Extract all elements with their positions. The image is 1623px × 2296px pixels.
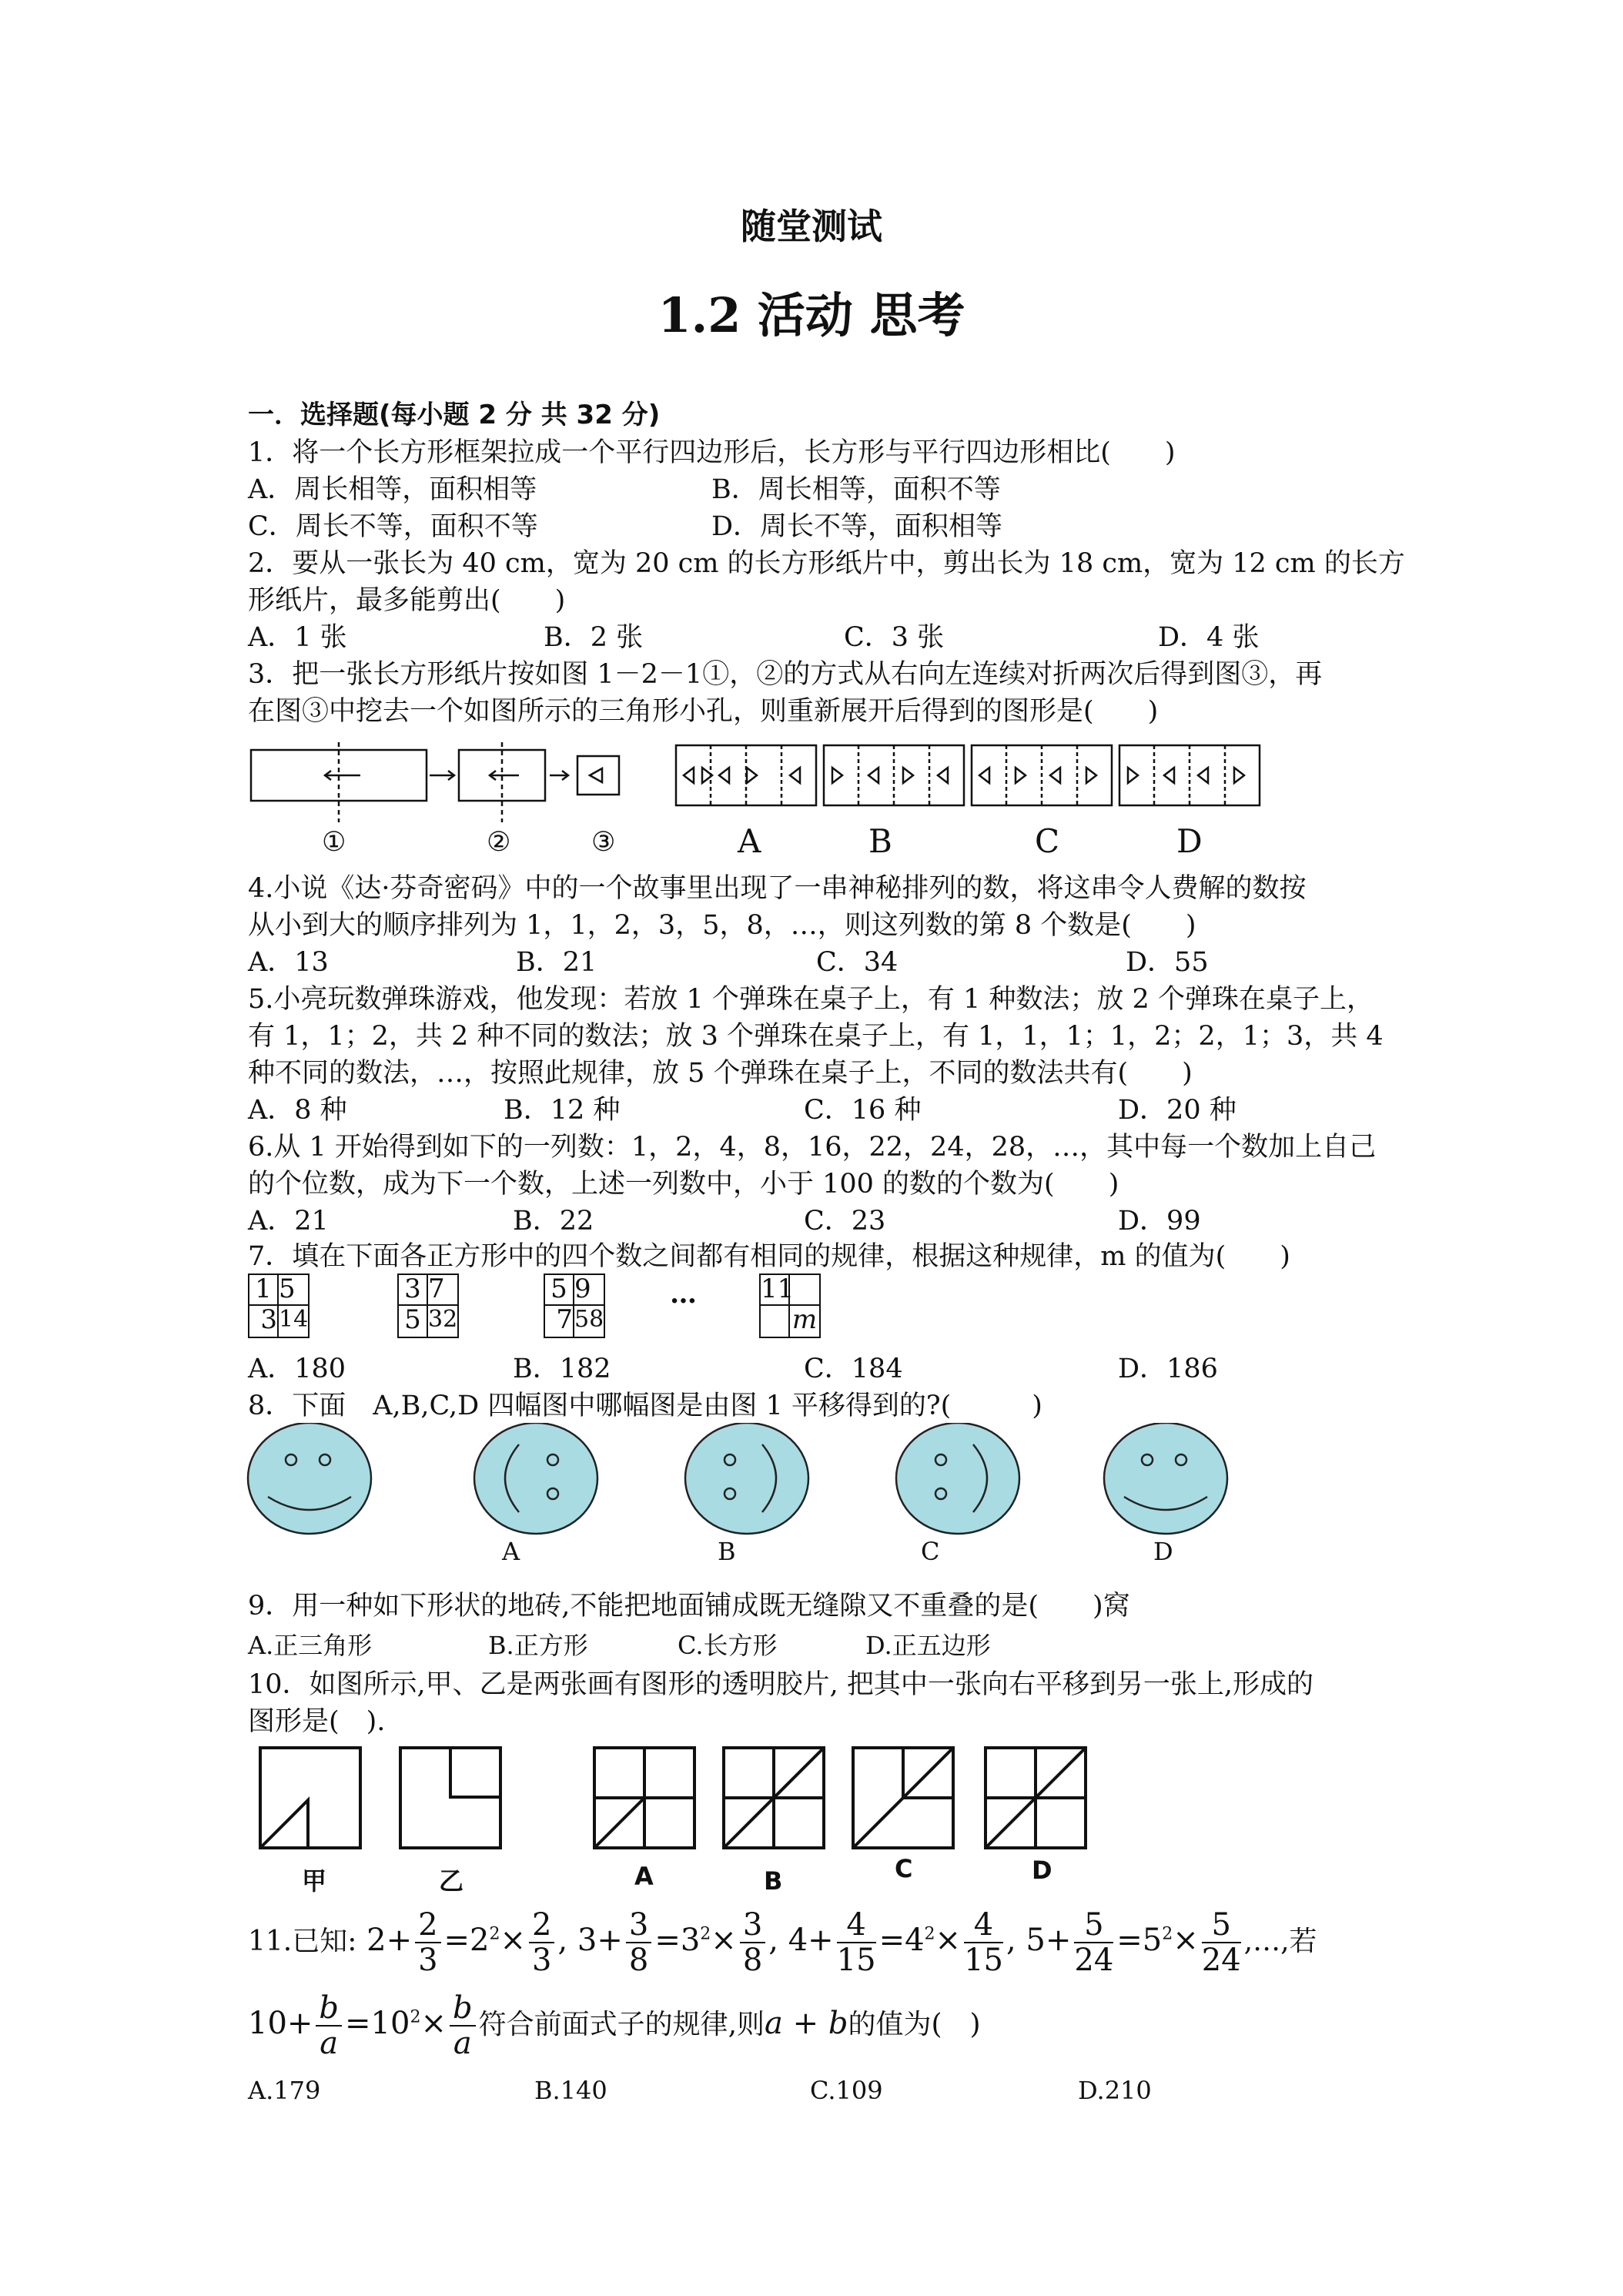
q7-cell: 32: [427, 1304, 459, 1338]
q7-ellipsis: …: [670, 1278, 697, 1310]
q7-stem: 7．填在下面各正方形中的四个数之间都有相同的规律，根据这种规律，m 的值为( ): [248, 1241, 1290, 1272]
q3-label-3: ③: [591, 827, 616, 858]
q5-stem-line1: 5.小亮玩数弹珠游戏，他发现：若放 1 个弹珠在桌子上，有 1 种数法；放 2 个弹珠在桌子上，: [248, 984, 1374, 1015]
q11-term-2: 3+ $\frac{3}{8}$ $=3^2\times$ $\frac{3}{8}$ ,: [577, 1907, 778, 1978]
q7-cell: 58: [573, 1304, 605, 1338]
q1-option-c: C．周长不等，面积不等: [248, 511, 538, 542]
q3-label-a: A: [738, 822, 761, 860]
lesson-title: 1.2 活动 思考: [658, 287, 965, 343]
q7-option-a: A．180: [248, 1354, 346, 1384]
face-c: [896, 1423, 1019, 1534]
q6-option-c: C．23: [804, 1206, 886, 1237]
q3-label-2: ②: [487, 827, 511, 858]
q11-option-d: D.210: [1078, 2076, 1152, 2105]
q10-figure: [254, 1742, 1139, 1857]
q4-option-a: A．13: [248, 947, 329, 978]
q3-label-d: D: [1176, 822, 1203, 860]
q7-cell: 7: [544, 1304, 574, 1338]
q7-cell: 3: [248, 1304, 279, 1338]
face-d: [1104, 1423, 1227, 1534]
q2-option-d: D．4 张: [1158, 622, 1260, 653]
q7-cell: 3: [397, 1274, 428, 1306]
q7-square-1: [248, 1274, 310, 1338]
q1-stem: 1．将一个长方形框架拉成一个平行四边形后，长方形与平行四边形相比( ): [248, 437, 1176, 468]
q7-square-2: [397, 1274, 459, 1338]
q7-square-3: [544, 1274, 605, 1338]
q7-cell: 9: [573, 1274, 605, 1306]
q9-option-c: C.长方形: [678, 1631, 778, 1660]
q2-option-c: C．3 张: [844, 622, 945, 653]
q3-label-1: ①: [322, 827, 346, 858]
q7-cell: [759, 1304, 790, 1338]
q4-stem-line1: 4.小说《达·芬奇密码》中的一个故事里出现了一串神秘排列的数，将这串令人费解的数按: [248, 873, 1307, 904]
section-heading: 一．选择题(每小题 2 分 共 32 分): [248, 400, 661, 430]
q9-option-b: B.正方形: [488, 1631, 588, 1660]
q7-cell: 5: [544, 1274, 574, 1306]
q10-label-b: B: [764, 1866, 783, 1896]
q7-cell: 5: [397, 1304, 428, 1338]
q5-option-a: A．8 种: [248, 1095, 347, 1126]
face-a: [474, 1423, 597, 1534]
q7-cell: m: [788, 1304, 821, 1338]
q11-term-1: 2+ $\frac{2}{3}$ $=2^2\times$ $\frac{2}{3}$ ,: [366, 1907, 568, 1978]
q1-option-b: B．周长相等，面积不等: [711, 474, 1001, 505]
q5-stem-line3: 种不同的数法，…，按照此规律，放 5 个弹珠在桌子上，不同的数法共有( ): [248, 1058, 1193, 1089]
q7-cell: 5: [277, 1274, 310, 1306]
face-b: [685, 1423, 808, 1534]
q5-option-c: C．16 种: [804, 1095, 922, 1126]
q3-label-c: C: [1035, 822, 1060, 860]
q5-option-b: B．12 种: [504, 1095, 621, 1126]
q8-label-b: B: [718, 1537, 736, 1566]
q11-option-a: A.179: [248, 2076, 321, 2105]
q7-option-b: B．182: [513, 1354, 611, 1384]
q6-option-a: A．21: [248, 1206, 329, 1237]
q2-stem-line2: 形纸片，最多能剪出( ): [248, 585, 566, 616]
q4-option-c: C．34: [816, 947, 899, 978]
q8-label-c: C: [921, 1537, 940, 1566]
q9-option-a: A.正三角形: [248, 1631, 373, 1660]
q8-label-d: D: [1153, 1537, 1173, 1566]
q1-option-d: D．周长不等，面积相等: [711, 511, 1003, 542]
q4-option-d: D．55: [1126, 947, 1209, 978]
q6-stem-line2: 的个位数，成为下一个数，上述一列数中，小于 100 的数的个数为( ): [248, 1169, 1119, 1200]
q5-stem-line2: 有 1，1；2，共 2 种不同的数法；放 3 个弹珠在桌子上，有 1，1，1；1，2；2，1；3，共 4: [248, 1021, 1384, 1052]
q2-option-a: A．1 张: [248, 622, 347, 653]
q7-square-4: [759, 1274, 821, 1338]
q3-stem-line1: 3．把一张长方形纸片按如图 1－2－1①，②的方式从右向左连续对折两次后得到图③，再: [248, 659, 1323, 690]
q8-stem: 8．下面 A,B,C,D 四幅图中哪幅图是由图 1 平移得到的?( ): [248, 1391, 1042, 1421]
q10-label-jia: 甲: [302, 1866, 327, 1896]
q2-stem-line1: 2．要从一张长为 40 cm，宽为 20 cm 的长方形纸片中，剪出长为 18 cm，宽为 12 cm 的长方: [248, 548, 1405, 579]
q9-stem: 9．用一种如下形状的地砖,不能把地面铺成既无缝隙又不重叠的是( )窝: [248, 1591, 1130, 1622]
q5-option-d: D．20 种: [1118, 1095, 1236, 1126]
q4-stem-line2: 从小到大的顺序排列为 1，1，2，3，5，8，…，则这列数的第 8 个数是( ): [248, 910, 1196, 941]
q1-option-a: A．周长相等，面积相等: [248, 474, 537, 505]
q7-cell: 14: [277, 1304, 310, 1338]
q11-term-4: 5+ $\frac{5}{24}$ $=5^2\times$ $\frac{5}{24}$: [1026, 1907, 1241, 1978]
q9-option-d: D.正五边形: [865, 1631, 991, 1660]
q11-option-b: B.140: [534, 2076, 607, 2105]
q6-option-d: D．99: [1118, 1206, 1201, 1237]
q11-line1: 11.已知: 2+ $\frac{2}{3}$ $=2^2\times$ $\frac{2}{3}$ , 3+ $\frac{3}{8}$ $=3^2\times$ $\frac{3}{8}$ , 4+ $\frac{4}{15}$ $=4^2\times$ $\frac{4}{15}$ , 5+ $\frac{5}{24}$ $=5^2\times$ $\frac{5}{24}$ ,…,若: [248, 1907, 1317, 1978]
q7-cell: [788, 1274, 821, 1306]
q11-line2: 10+ $\frac{b}{a}$ $=10^2\times$ $\frac{b}{a}$ 符合前面式子的规律,则a + b的值为( ): [248, 1990, 981, 2061]
q10-label-yi: 乙: [439, 1866, 464, 1896]
q10-label-a: A: [634, 1862, 654, 1891]
q11-option-c: C.109: [810, 2076, 883, 2105]
q6-stem-line1: 6.从 1 开始得到如下的一列数：1，2，4，8，16，22，24，28，…，其中每一个数加上自己: [248, 1132, 1377, 1163]
q7-option-c: C．184: [804, 1354, 903, 1384]
q10-label-d: D: [1032, 1856, 1052, 1885]
face-original: [248, 1423, 371, 1534]
q10-label-c: C: [895, 1854, 913, 1883]
q11-term-3: 4+ $\frac{4}{15}$ $=4^2\times$ $\frac{4}{15}$ ,: [788, 1907, 1016, 1978]
q2-option-b: B．2 张: [544, 622, 644, 653]
q7-cell: 11: [761, 1274, 795, 1304]
q4-option-b: B．21: [516, 947, 597, 978]
q8-label-a: A: [502, 1537, 520, 1566]
q7-cell: 7: [427, 1274, 459, 1306]
q3-label-b: B: [868, 822, 892, 860]
q10-stem-line2: 图形是( ).: [248, 1706, 386, 1737]
page-title: 随堂测试: [741, 206, 882, 247]
q6-option-b: B．22: [513, 1206, 594, 1237]
q8-faces-figure: [245, 1423, 1246, 1546]
q11-prefix: 11.已知:: [248, 1926, 357, 1957]
q3-stem-line2: 在图③中挖去一个如图所示的三角形小孔，则重新展开后得到的图形是( ): [248, 696, 1159, 727]
q7-cell: 1: [248, 1274, 279, 1306]
q7-option-d: D．186: [1118, 1354, 1218, 1384]
q10-stem-line1: 10．如图所示,甲、乙是两张画有图形的透明胶片, 把其中一张向右平移到另一张上,形成的: [248, 1669, 1314, 1700]
